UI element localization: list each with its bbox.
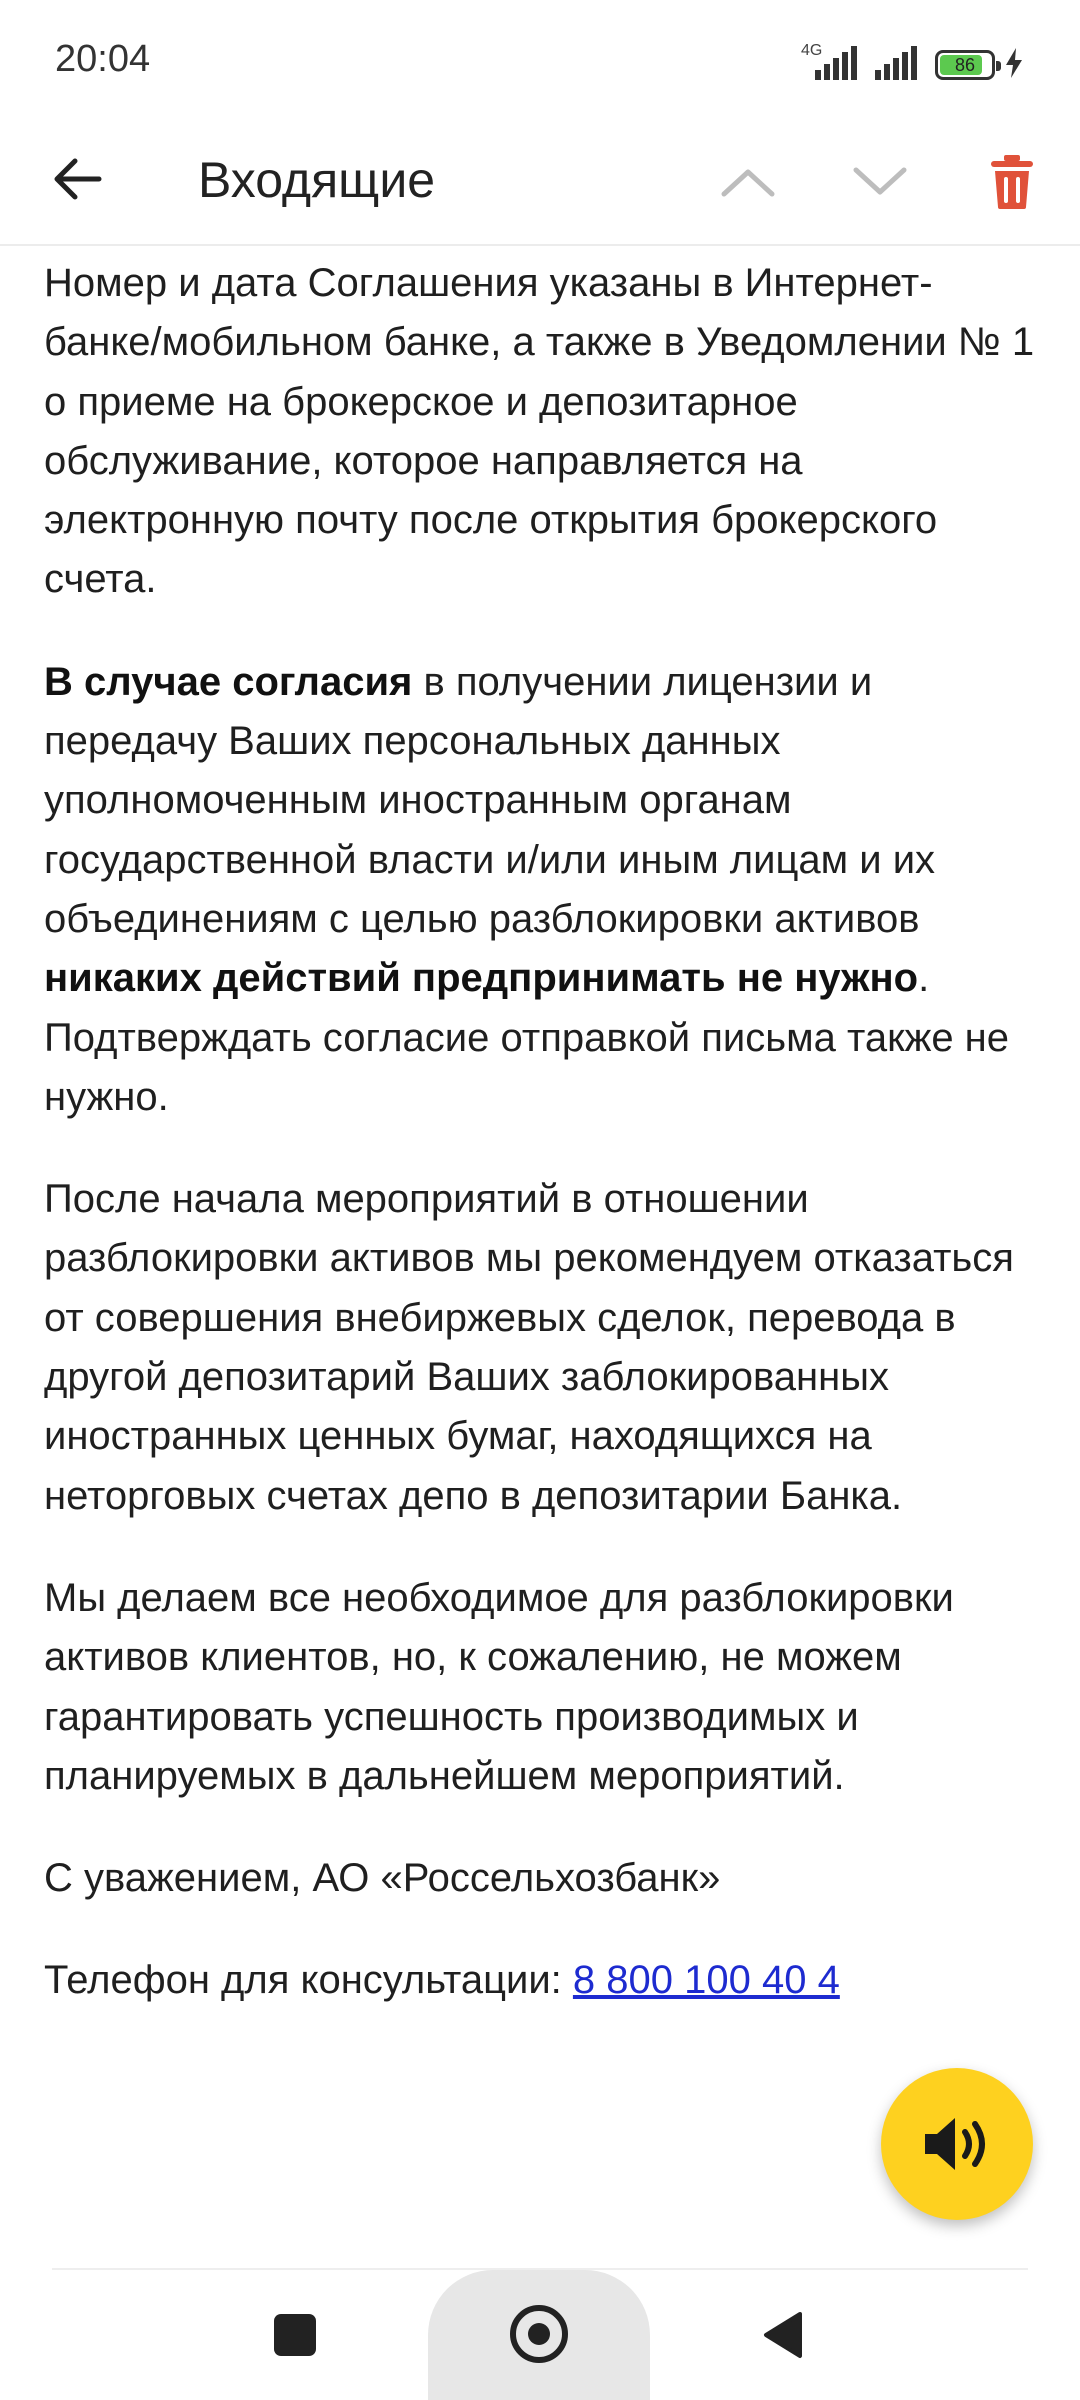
- speaker-icon: [921, 2112, 993, 2176]
- message-body: [44, 254, 1044, 2054]
- status-bar: [0, 0, 1080, 120]
- back-arrow-icon: [51, 157, 103, 201]
- paragraph-consent: [44, 653, 1044, 1127]
- read-aloud-button[interactable]: [881, 2068, 1033, 2220]
- back-button[interactable]: [40, 142, 114, 216]
- next-message-button[interactable]: [840, 142, 920, 222]
- battery-level: 86: [954, 55, 976, 75]
- paragraph-agreement: Номер и дата Соглашения указаны в Интернет-банке/мобильном банке, а также в Уведомлении № 1 о приеме на брокерское и депозитарное обслуживание, которое направляется на электронную почту после открытия брокерского счета.: [44, 261, 1035, 602]
- paragraph-recommendation: После начала мероприятий в отношении разблокировки активов мы рекомендуем отказаться от совершения внебиржевых сделок, перевода в другой депозитарий Ваших заблокированных иностранных ценных бумаг, находящихся на неторговых счетах депо в депозитарии Банка.: [44, 1177, 1014, 1518]
- paragraph-guarantee: Мы делаем все необходимое для разблокировки активов клиентов, но, к сожалению, не можем гарантировать успешность производимых и планируемых в дальнейшем мероприятий.: [44, 1575, 954, 1798]
- chevron-down-icon: [850, 164, 910, 200]
- page-title: Входящие: [198, 152, 436, 208]
- charging-icon: [1003, 46, 1025, 80]
- trash-icon: [989, 153, 1035, 211]
- home-icon[interactable]: [510, 2305, 568, 2363]
- back-icon[interactable]: [760, 2310, 804, 2360]
- recent-apps-icon[interactable]: [274, 2314, 316, 2356]
- consent-text-1: в получении лицензии и передачу Ваших персональных данных уполномоченным иностранным органам государственной власти и/или иным лицам и их объединениям с целью разблокировки активов: [44, 659, 936, 941]
- signature: С уважением, АО «Россельхозбанк»: [44, 1856, 721, 1901]
- delete-button[interactable]: [972, 142, 1052, 222]
- consent-text-2: . Подтверждать согласие отправкой письма также не нужно.: [44, 956, 1010, 1119]
- status-time: 20:04: [55, 38, 151, 80]
- system-navigation-bar: [0, 2270, 1080, 2400]
- phone-label: Телефон для консультации:: [44, 1958, 573, 2003]
- signal-4g-icon: [801, 42, 857, 80]
- previous-message-button[interactable]: [708, 142, 788, 222]
- consent-bold: В случае согласия: [44, 659, 413, 704]
- phone-line: [44, 1951, 1044, 2010]
- battery-icon: [935, 50, 995, 80]
- status-icons: [801, 40, 1025, 80]
- app-bar: [0, 120, 1080, 246]
- chevron-up-icon: [718, 164, 778, 200]
- no-action-bold: никаких действий предпринимать не нужно: [44, 956, 919, 1001]
- phone-link[interactable]: 8 800 100 40 4: [572, 1958, 840, 2003]
- network-label: 4G: [801, 42, 823, 59]
- signal-icon: [865, 46, 917, 80]
